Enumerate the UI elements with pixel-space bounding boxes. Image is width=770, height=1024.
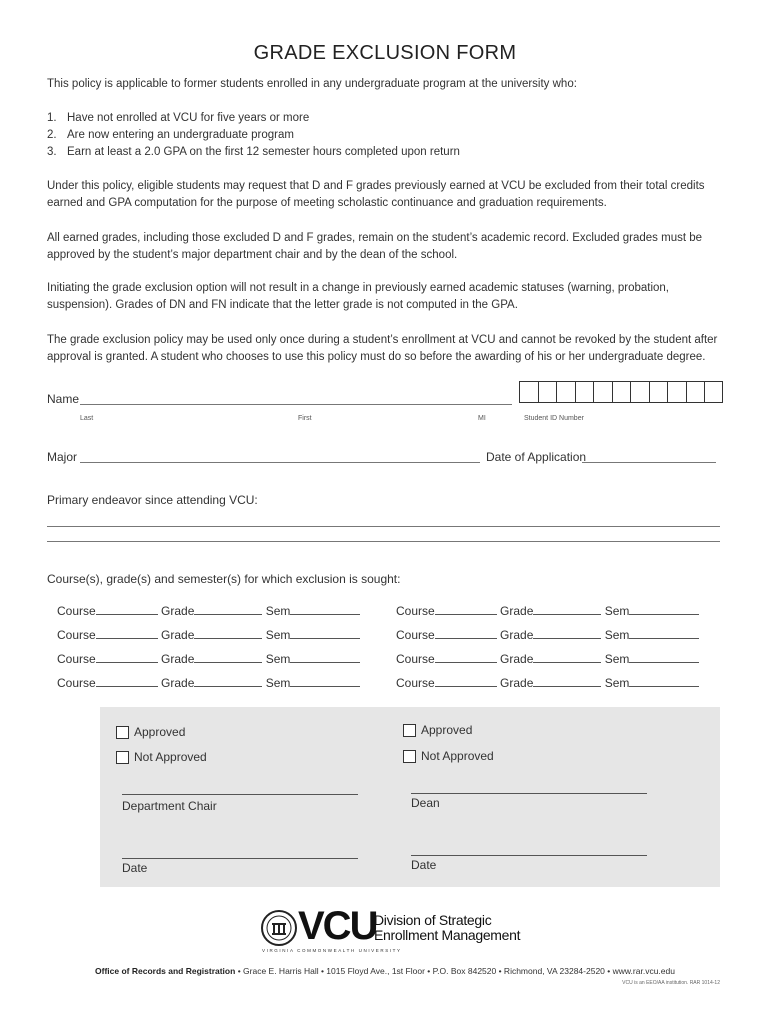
policy-paragraph: The grade exclusion policy may be used only once during a student’s enrollment at VCU and cannot be revoked by the student after approval is granted. A student who chooses to use this policy must do so before the awarding of his or her undergraduate degree. [47,334,718,363]
student-id-caption: Student ID Number [524,415,584,422]
course-entry[interactable]: Course Grade Sem [396,627,699,642]
dept-chair-signature-line[interactable] [122,794,358,795]
id-digit-box[interactable] [519,381,538,403]
id-digit-box[interactable] [686,381,705,403]
id-digit-box[interactable] [556,381,575,403]
id-digit-box[interactable] [575,381,594,403]
checkbox[interactable] [403,724,416,737]
footer: Office of Records and Registration • Grace E. Harris Hall • 1015 Floyd Ave., 1st Floor • P.O. Box 842520 • Richmond, VA 23284-2520 • www.rar.vcu.edu [95,966,675,976]
major-label: Major [47,450,78,464]
id-digit-box[interactable] [630,381,649,403]
endeavor-line-1[interactable] [47,526,720,527]
chair-not-approved-option[interactable]: Not Approved [116,750,207,764]
criteria-list [47,110,460,161]
dean-not-approved-option[interactable]: Not Approved [403,749,494,763]
id-digit-box[interactable] [667,381,686,403]
course-entry[interactable]: Course Grade Sem [57,627,360,642]
id-digit-box[interactable] [612,381,631,403]
dept-chair-label: Department Chair [122,799,217,813]
chair-approved-option[interactable]: Approved [116,725,185,739]
courses-label: Course(s), grade(s) and semester(s) for which exclusion is sought: [47,572,401,586]
division-name: Division of Strategic Enrollment Management [374,912,521,943]
major-field[interactable] [80,462,480,463]
date-of-application-field[interactable] [582,462,716,463]
policy-paragraph: All earned grades, including those excluded D and F grades, remain on the student’s academic record. Excluded grades must be approved by the student’s major department chair and by the dean of the school. [47,232,703,261]
course-entry[interactable]: Course Grade Sem [396,603,699,618]
checkbox[interactable] [116,726,129,739]
chair-date-line[interactable] [122,858,358,859]
dean-approved-option[interactable]: Approved [403,723,472,737]
form-title: GRADE EXCLUSION FORM [253,42,517,64]
course-entry[interactable]: Course Grade Sem [57,603,360,618]
course-entry[interactable]: Course Grade Sem [396,651,699,666]
checkbox[interactable] [116,751,129,764]
office-name: Office of Records and Registration [95,966,236,976]
student-id-boxes[interactable] [519,381,723,403]
date-of-application-label: Date of Application [486,450,587,464]
checkbox[interactable] [403,750,416,763]
list-item: 3. Earn at least a 2.0 GPA on the first 12 semester hours completed upon return [47,146,460,158]
mi-caption: MI [478,415,486,422]
endeavor-line-2[interactable] [47,541,720,542]
id-digit-box[interactable] [649,381,668,403]
list-item: 1. Have not enrolled at VCU for five years or more [47,112,310,124]
policy-paragraph: Initiating the grade exclusion option will not result in a change in previously earned academic statuses (warning, probation, suspension). Grades of DN and FN indicate that the letter grade is not computed in the GPA. [47,282,669,311]
list-item: 2. Are now entering an undergraduate program [47,129,294,141]
course-entry[interactable]: Course Grade Sem [57,651,360,666]
last-caption: Last [80,415,94,422]
name-field[interactable] [80,404,512,405]
chair-date-label: Date [122,861,148,875]
name-label: Name [47,392,80,406]
id-digit-box[interactable] [704,381,723,403]
id-digit-box[interactable] [538,381,557,403]
id-digit-box[interactable] [593,381,612,403]
vcu-wordmark: VCU [298,904,377,948]
vcu-seal-icon [261,910,297,946]
intro-text: This policy is applicable to former students enrolled in any undergraduate program at the university who: [47,78,577,90]
university-name: VIRGINIA COMMONWEALTH UNIVERSITY [262,948,402,953]
policy-paragraph: Under this policy, eligible students may request that D and F grades previously earned at VCU be excluded from their total credits earned and GPA computation for the purpose of meeting scholastic continuance and graduation requirements. [47,180,705,209]
office-address: Grace E. Harris Hall • 1015 Floyd Ave., 1st Floor • P.O. Box 842520 • Richmond, VA 23284-2520 • www.rar.vcu.edu [243,966,675,976]
first-caption: First [298,415,312,422]
eeo-note: VCU is an EEO/AA institution. RAR 1014-12 [622,980,720,986]
dean-date-label: Date [411,858,437,872]
endeavor-label: Primary endeavor since attending VCU: [47,493,258,507]
dean-label: Dean [411,796,440,810]
dean-signature-line[interactable] [411,793,647,794]
course-entry[interactable]: Course Grade Sem [57,675,360,690]
dean-date-line[interactable] [411,855,647,856]
course-entry[interactable]: Course Grade Sem [396,675,699,690]
